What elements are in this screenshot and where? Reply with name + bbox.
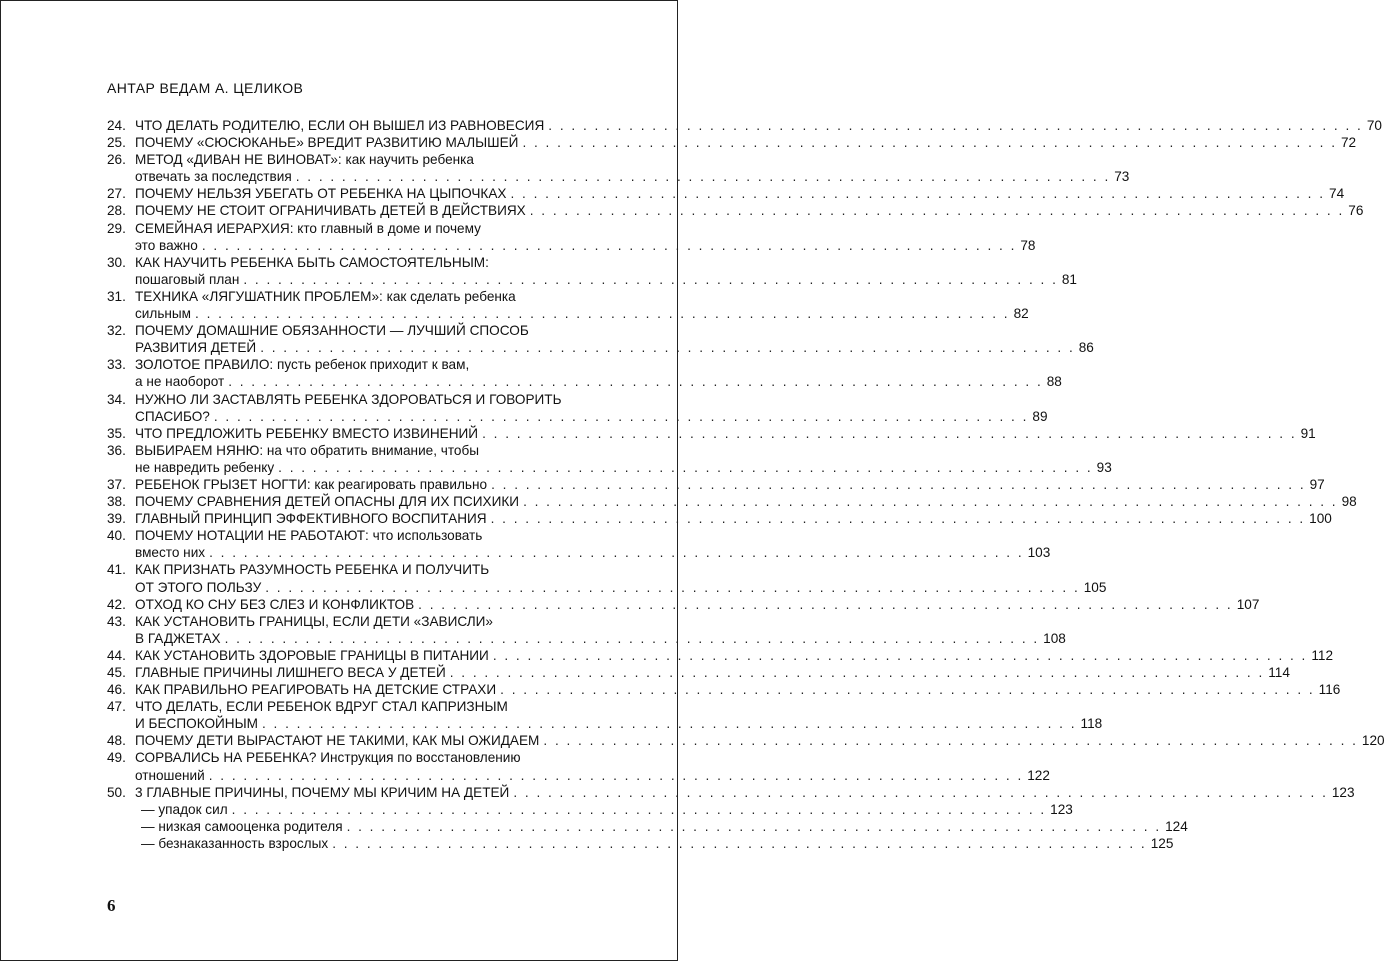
toc-entry-title: КАК УСТАНОВИТЬ ЗДОРОВЫЕ ГРАНИЦЫ В ПИТАНИИ [135, 647, 489, 663]
toc-entry [107, 134, 1357, 151]
dot-leader: . . . . . . . . . . . . . . . . . . . . . . . . . . . . . . . . . . . . . . . . . . . . . . . . . . . . . . . . . . . . . . . . . . . . . . . [332, 835, 1147, 851]
toc-entry [107, 527, 1051, 561]
toc-page-number: 118 [1080, 716, 1103, 732]
toc-entry-title: не навредить ребенку [135, 459, 275, 475]
toc-entry-title: сильным [135, 306, 192, 322]
toc-page-number: 73 [1114, 169, 1130, 185]
toc-entry [107, 493, 1357, 510]
toc-entry-number: 50. [107, 784, 126, 800]
toc-entry-title: ТЕХНИКА «ЛЯГУШАТНИК ПРОБЛЕМ»: как сделать ребенка [135, 288, 516, 304]
dot-leader: . . . . . . . . . . . . . . . . . . . . . . . . . . . . . . . . . . . . . . . . . . . . . . . . . . . . . . . . . . . . . . . . . . . . . . . [208, 767, 1024, 783]
toc-entry [107, 561, 1107, 595]
toc-entry-number: 30. [107, 254, 126, 270]
toc-entry-title: ПОЧЕМУ ДЕТИ ВЫРАСТАЮТ НЕ ТАКИМИ, КАК МЫ ОЖИДАЕМ [135, 733, 540, 749]
dot-leader: . . . . . . . . . . . . . . . . . . . . . . . . . . . . . . . . . . . . . . . . . . . . . . . . . . . . . . . . . . . . . . . . . . . . . . . [201, 237, 1017, 253]
dot-leader: . . . . . . . . . . . . . . . . . . . . . . . . . . . . . . . . . . . . . . . . . . . . . . . . . . . . . . . . . . . . . . . . . . . . . . . [265, 579, 1080, 595]
toc-entry-title: — низкая самооценка родителя [141, 818, 343, 834]
toc-entry [107, 220, 1036, 254]
dot-leader: . . . . . . . . . . . . . . . . . . . . . . . . . . . . . . . . . . . . . . . . . . . . . . . . . . . . . . . . . . . . . . . . . . . . . . . [243, 271, 1058, 287]
toc-page-number: 86 [1078, 340, 1094, 356]
dot-leader: . . . . . . . . . . . . . . . . . . . . . . . . . . . . . . . . . . . . . . . . . . . . . . . . . . . . . . . . . . . . . . . . . . . . . . . [418, 596, 1233, 612]
toc-entry-title: РЕБЕНОК ГРЫЗЕТ НОГТИ: как реагировать правильно [135, 476, 488, 492]
toc-entry-title: ПОЧЕМУ НЕЛЬЗЯ УБЕГАТЬ ОТ РЕБЕНКА НА ЦЫПОЧКАХ [135, 186, 507, 202]
toc-entry-number: 24. [107, 118, 126, 133]
toc-entry-title: СЕМЕЙНАЯ ИЕРАРХИЯ: кто главный в доме и почему [135, 220, 481, 236]
toc-page-number: 114 [1268, 665, 1290, 680]
toc-entry [107, 425, 1316, 442]
toc-entry-title: ПОЧЕМУ НЕ СТОИТ ОГРАНИЧИВАТЬ ДЕТЕЙ В ДЕЙСТВИЯХ [135, 203, 526, 219]
dot-leader: . . . . . . . . . . . . . . . . . . . . . . . . . . . . . . . . . . . . . . . . . . . . . . . . . . . . . . . . . . . . . . . . . . . . . . . [209, 545, 1024, 561]
toc-entry [107, 322, 1094, 356]
toc-page-number: 97 [1309, 476, 1325, 492]
toc-entry-title: вместо них [135, 545, 206, 561]
toc-entry [107, 749, 1050, 783]
dot-leader: . . . . . . . . . . . . . . . . . . . . . . . . . . . . . . . . . . . . . . . . . . . . . . . . . . . . . . . . . . . . . . . . . . . . . . . [543, 733, 1358, 749]
toc-entry-title: отвечать за последствия [135, 169, 292, 185]
toc-subentry [107, 835, 1174, 852]
toc-page-number: 125 [1150, 835, 1174, 851]
toc-page-number: 93 [1096, 459, 1112, 475]
dot-leader: . . . . . . . . . . . . . . . . . . . . . . . . . . . . . . . . . . . . . . . . . . . . . . . . . . . . . . . . . . . . . . . . . . . . . . . [491, 476, 1306, 492]
toc-entry-title: СПАСИБО? [135, 408, 210, 424]
toc-page-number: 81 [1061, 271, 1077, 287]
dot-leader: . . . . . . . . . . . . . . . . . . . . . . . . . . . . . . . . . . . . . . . . . . . . . . . . . . . . . . . . . . . . . . . . . . . . . . . [490, 511, 1306, 527]
toc-page-number: 112 [1311, 647, 1334, 663]
toc-entry-title: 3 ГЛАВНЫЕ ПРИЧИНЫ, ПОЧЕМУ МЫ КРИЧИМ НА ДЕТЕЙ [135, 784, 510, 800]
dot-leader: . . . . . . . . . . . . . . . . . . . . . . . . . . . . . . . . . . . . . . . . . . . . . . . . . . . . . . . . . . . . . . . . . . . . . . . [513, 784, 1328, 800]
toc-entry-title: — безнаказанность взрослых [141, 835, 329, 851]
toc-page-number: 88 [1046, 374, 1062, 390]
dot-leader: . . . . . . . . . . . . . . . . . . . . . . . . . . . . . . . . . . . . . . . . . . . . . . . . . . . . . . . . . . . . . . . . . . . . . . . [510, 186, 1326, 202]
toc-entry-title: И БЕСПОКОЙНЫМ [135, 716, 258, 732]
dot-leader: . . . . . . . . . . . . . . . . . . . . . . . . . . . . . . . . . . . . . . . . . . . . . . . . . . . . . . . . . . . . . . . . . . . . . . . [260, 340, 1075, 356]
toc-entry-number: 37. [107, 476, 126, 492]
toc-entry [107, 681, 1341, 698]
dot-leader: . . . . . . . . . . . . . . . . . . . . . . . . . . . . . . . . . . . . . . . . . . . . . . . . . . . . . . . . . . . . . . . . . . . . . . . [449, 665, 1265, 680]
toc-entry-title: ГЛАВНЫЙ ПРИНЦИП ЭФФЕКТИВНОГО ВОСПИТАНИЯ [135, 511, 487, 527]
toc-entry [107, 596, 1260, 613]
toc-page-number: 76 [1348, 203, 1364, 219]
toc-entry [107, 391, 1048, 425]
toc-entry [107, 664, 1290, 681]
toc-entry-title: ОТ ЭТОГО ПОЛЬЗУ [135, 579, 262, 595]
running-head: АНТАР ВЕДАМ А. ЦЕЛИКОВ [107, 80, 304, 96]
toc-entry-number: 25. [107, 135, 126, 151]
dot-leader: . . . . . . . . . . . . . . . . . . . . . . . . . . . . . . . . . . . . . . . . . . . . . . . . . . . . . . . . . . . . . . . . . . . . . . . [224, 630, 1040, 646]
dot-leader: . . . . . . . . . . . . . . . . . . . . . . . . . . . . . . . . . . . . . . . . . . . . . . . . . . . . . . . . . . . . . . . . . . . . . . . [346, 818, 1162, 834]
toc-entry-title: СОРВАЛИСЬ НА РЕБЕНКА? Инструкция по восстановлению [135, 750, 521, 766]
toc-entry-title: отношений [135, 767, 205, 783]
toc-entry-number: 26. [107, 152, 126, 168]
toc-entry-number: 46. [107, 682, 126, 698]
toc-entry-title: КАК ПРИЗНАТЬ РАЗУМНОСТЬ РЕБЕНКА И ПОЛУЧИТЬ [135, 562, 490, 578]
toc-subentry [107, 818, 1188, 835]
toc-entry-title: ЧТО ПРЕДЛОЖИТЬ РЕБЕНКУ ВМЕСТО ИЗВИНЕНИЙ [135, 425, 479, 441]
toc-entry-number: 48. [107, 733, 126, 749]
dot-leader: . . . . . . . . . . . . . . . . . . . . . . . . . . . . . . . . . . . . . . . . . . . . . . . . . . . . . . . . . . . . . . . . . . . . . . . [529, 203, 1345, 219]
toc-entry [107, 698, 1103, 732]
dot-leader: . . . . . . . . . . . . . . . . . . . . . . . . . . . . . . . . . . . . . . . . . . . . . . . . . . . . . . . . . . . . . . . . . . . . . . . [228, 374, 1043, 390]
toc-entry-number: 45. [107, 665, 126, 680]
toc-page-number: 91 [1300, 425, 1316, 441]
toc-entry [107, 476, 1325, 493]
toc-entry-title: В ГАДЖЕТАХ [135, 630, 221, 646]
toc-page-number: 108 [1043, 630, 1066, 646]
dot-leader: . . . . . . . . . . . . . . . . . . . . . . . . . . . . . . . . . . . . . . . . . . . . . . . . . . . . . . . . . . . . . . . . . . . . . . . [213, 408, 1029, 424]
dot-leader: . . . . . . . . . . . . . . . . . . . . . . . . . . . . . . . . . . . . . . . . . . . . . . . . . . . . . . . . . . . . . . . . . . . . . . . [261, 716, 1077, 732]
toc-page-number: 100 [1309, 511, 1332, 527]
toc-page-number: 122 [1027, 767, 1050, 783]
dot-leader: . . . . . . . . . . . . . . . . . . . . . . . . . . . . . . . . . . . . . . . . . . . . . . . . . . . . . . . . . . . . . . . . . . . . . . . [295, 169, 1111, 185]
toc-page-number: 120 [1361, 733, 1385, 749]
toc-page-number: 70 [1366, 118, 1382, 133]
toc-page-number: 82 [1013, 306, 1029, 322]
toc-entry-number: 32. [107, 323, 126, 339]
toc-entry-title: ПОЧЕМУ СРАВНЕНИЯ ДЕТЕЙ ОПАСНЫ ДЛЯ ИХ ПСИХИКИ [135, 494, 520, 510]
toc-page-number: 74 [1329, 186, 1345, 202]
toc-page-number: 123 [1331, 784, 1355, 800]
dot-leader: . . . . . . . . . . . . . . . . . . . . . . . . . . . . . . . . . . . . . . . . . . . . . . . . . . . . . . . . . . . . . . . . . . . . . . . [522, 135, 1337, 151]
toc-entry-number: 43. [107, 613, 126, 629]
page-number: 6 [107, 896, 116, 915]
toc-entry [107, 254, 1077, 288]
toc-entry [107, 732, 1385, 749]
toc-page-number: 116 [1318, 682, 1341, 698]
toc-entry-number: 29. [107, 220, 126, 236]
toc-entry [107, 613, 1066, 647]
toc-page-number: 123 [1050, 801, 1073, 817]
toc-entry [107, 442, 1112, 476]
dot-leader: . . . . . . . . . . . . . . . . . . . . . . . . . . . . . . . . . . . . . . . . . . . . . . . . . . . . . . . . . . . . . . . . . . . . . . . [278, 459, 1093, 475]
toc-page-number: 72 [1340, 135, 1357, 151]
dot-leader: . . . . . . . . . . . . . . . . . . . . . . . . . . . . . . . . . . . . . . . . . . . . . . . . . . . . . . . . . . . . . . . . . . . . . . . [195, 306, 1010, 322]
toc-entry-number: 47. [107, 699, 126, 715]
toc-page-number: 124 [1165, 818, 1188, 834]
dot-leader: . . . . . . . . . . . . . . . . . . . . . . . . . . . . . . . . . . . . . . . . . . . . . . . . . . . . . . . . . . . . . . . . . . . . . . . [231, 801, 1047, 817]
toc-entry-title: — упадок сил [141, 801, 228, 817]
toc-entry-title: пошаговый план [135, 271, 240, 287]
toc-entry-title: РАЗВИТИЯ ДЕТЕЙ [135, 340, 257, 356]
toc-entry [107, 202, 1364, 219]
toc-entry-title: КАК ПРАВИЛЬНО РЕАГИРОВАТЬ НА ДЕТСКИЕ СТРАХИ [135, 682, 497, 698]
toc-entry [107, 117, 1382, 134]
toc-entry-title: ПОЧЕМУ ДОМАШНИЕ ОБЯЗАННОСТИ — ЛУЧШИЙ СПОСОБ [135, 323, 529, 339]
toc-entry-number: 33. [107, 357, 126, 373]
toc-entry-title: ЧТО ДЕЛАТЬ РОДИТЕЛЮ, ЕСЛИ ОН ВЫШЕЛ ИЗ РАВНОВЕСИЯ [135, 118, 545, 133]
toc-entry [107, 288, 1029, 322]
toc-entry-number: 39. [107, 511, 126, 527]
toc-entry-title: ПОЧЕМУ НОТАЦИИ НЕ РАБОТАЮТ: что использовать [135, 528, 483, 544]
dot-leader: . . . . . . . . . . . . . . . . . . . . . . . . . . . . . . . . . . . . . . . . . . . . . . . . . . . . . . . . . . . . . . . . . . . . . . . [548, 118, 1363, 133]
toc-page-number: 78 [1020, 237, 1036, 253]
toc-entry-title: КАК УСТАНОВИТЬ ГРАНИЦЫ, ЕСЛИ ДЕТИ «ЗАВИСЛИ» [135, 613, 493, 629]
toc-entry-title: ОТХОД КО СНУ БЕЗ СЛЕЗ И КОНФЛИКТОВ [135, 596, 415, 612]
dot-leader: . . . . . . . . . . . . . . . . . . . . . . . . . . . . . . . . . . . . . . . . . . . . . . . . . . . . . . . . . . . . . . . . . . . . . . . [492, 647, 1308, 663]
toc-entry-number: 31. [107, 288, 126, 304]
toc-page-number: 105 [1083, 579, 1107, 595]
toc-entry-title: а не наоборот [135, 374, 225, 390]
toc-entry-title: ГЛАВНЫЕ ПРИЧИНЫ ЛИШНЕГО ВЕСА У ДЕТЕЙ [135, 665, 446, 680]
toc-entry [107, 185, 1345, 202]
toc-entry-title: это важно [135, 237, 198, 253]
toc-entry-number: 40. [107, 528, 126, 544]
toc-entry-number: 27. [107, 186, 126, 202]
dot-leader: . . . . . . . . . . . . . . . . . . . . . . . . . . . . . . . . . . . . . . . . . . . . . . . . . . . . . . . . . . . . . . . . . . . . . . . [482, 425, 1297, 441]
toc-entry [107, 356, 1062, 390]
toc-page-number: 103 [1027, 545, 1051, 561]
toc-entry [107, 647, 1334, 664]
toc-entry [107, 151, 1130, 185]
toc-entry-number: 49. [107, 750, 126, 766]
toc-entry-title: ПОЧЕМУ «СЮСЮКАНЬЕ» ВРЕДИТ РАЗВИТИЮ МАЛЫШЕЙ [135, 135, 519, 151]
toc-entry-title: МЕТОД «ДИВАН НЕ ВИНОВАТ»: как научить ребенка [135, 152, 474, 168]
toc-entry-number: 34. [107, 391, 126, 407]
toc-entry-number: 28. [107, 203, 126, 219]
toc-entry [107, 510, 1332, 527]
toc-entry-number: 42. [107, 596, 126, 612]
toc-entry-title: ЗОЛОТОЕ ПРАВИЛО: пусть ребенок приходит к вам, [135, 357, 470, 373]
toc-entry-title: ЧТО ДЕЛАТЬ, ЕСЛИ РЕБЕНОК ВДРУГ СТАЛ КАПРИЗНЫМ [135, 699, 508, 715]
toc-entry-title: КАК НАУЧИТЬ РЕБЕНКА БЫТЬ САМОСТОЯТЕЛЬНЫМ: [135, 254, 489, 270]
toc-entry [107, 784, 1355, 801]
toc-entry-number: 38. [107, 494, 126, 510]
toc-page-number: 98 [1341, 494, 1357, 510]
toc-subentry [107, 801, 1073, 818]
toc-page-number: 107 [1236, 596, 1260, 612]
dot-leader: . . . . . . . . . . . . . . . . . . . . . . . . . . . . . . . . . . . . . . . . . . . . . . . . . . . . . . . . . . . . . . . . . . . . . . . [523, 494, 1338, 510]
toc-entry-number: 41. [107, 562, 126, 578]
toc-entry-title: НУЖНО ЛИ ЗАСТАВЛЯТЬ РЕБЕНКА ЗДОРОВАТЬСЯ И ГОВОРИТЬ [135, 391, 562, 407]
toc-entry-number: 36. [107, 442, 126, 458]
toc-entry-number: 35. [107, 425, 126, 441]
toc-entry-title: ВЫБИРАЕМ НЯНЮ: на что обратить внимание, чтобы [135, 442, 480, 458]
toc-page-number: 89 [1032, 408, 1048, 424]
toc-entry-number: 44. [107, 647, 126, 663]
dot-leader: . . . . . . . . . . . . . . . . . . . . . . . . . . . . . . . . . . . . . . . . . . . . . . . . . . . . . . . . . . . . . . . . . . . . . . . [500, 682, 1315, 698]
table-of-contents [107, 117, 1385, 852]
